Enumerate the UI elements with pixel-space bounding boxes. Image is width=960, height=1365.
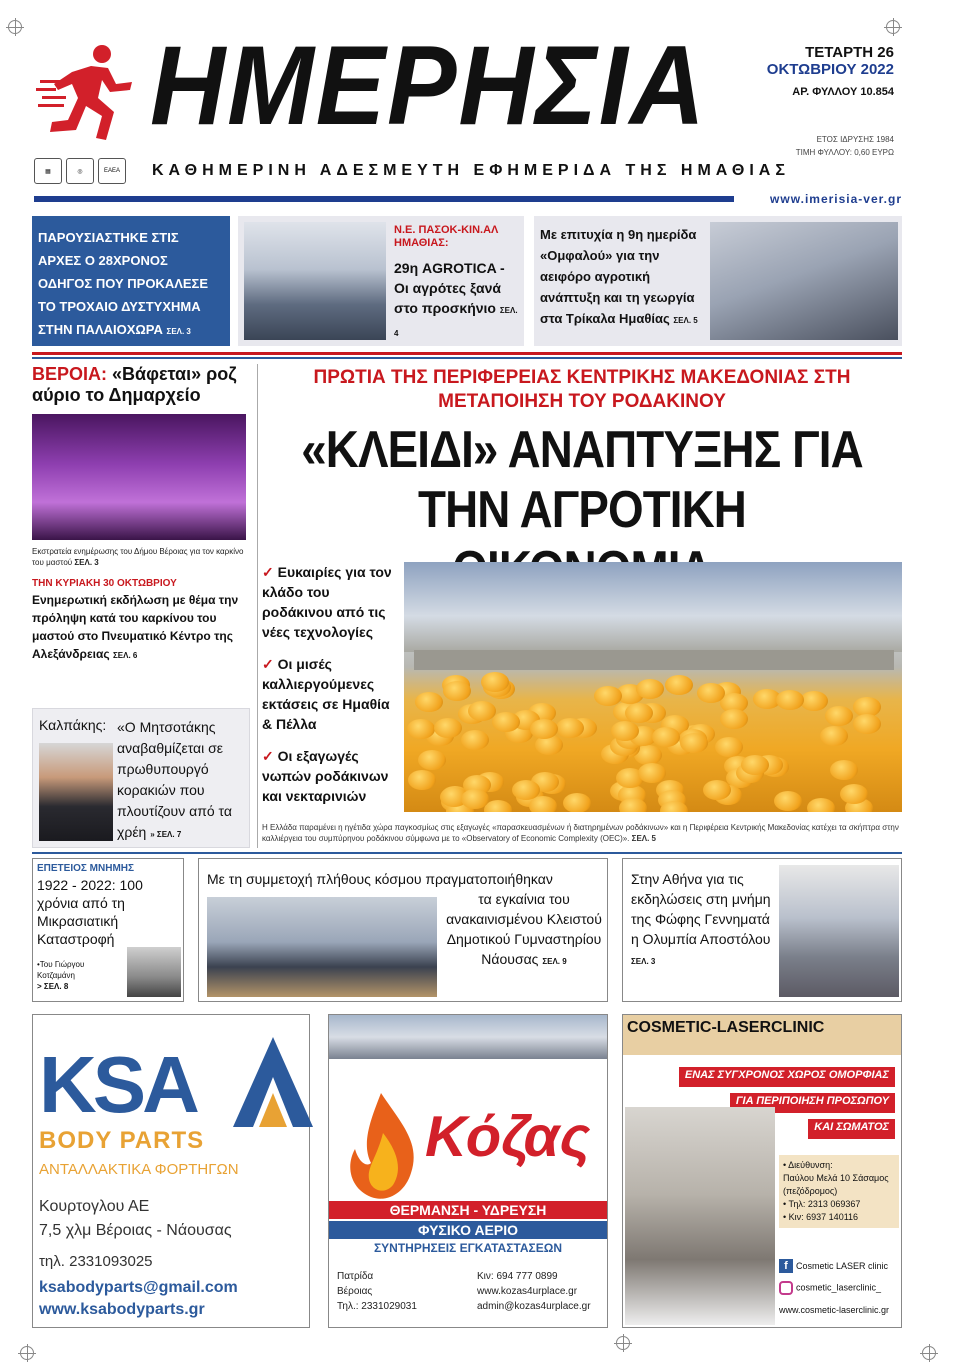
masthead-title: ΗΜΕΡΗΣΙΑ [150, 23, 707, 148]
group-photo [207, 897, 437, 997]
naousa-body: τα εγκαίνια του ανακαινισμένου Κλειστού Δημοτικού Γυμναστηρίου Νάουσας [446, 891, 602, 967]
kozas-phone: Τηλ.: 2331029031 [337, 1301, 417, 1312]
kozas-name: Κόζας [425, 1104, 591, 1169]
website-link[interactable]: www.imerisia-ver.gr [770, 192, 902, 206]
masthead-meta [796, 134, 894, 160]
mnimi-author [37, 959, 117, 992]
checkmark-icon: ✓ [262, 564, 278, 580]
peach-half [715, 737, 743, 757]
veroia-caption-text: Εκστρατεία ενημέρωσης του Δήμου Βέροιας για τον καρκίνο του μαστού [32, 547, 244, 567]
peach-half [492, 712, 520, 732]
registration-mark [8, 20, 22, 34]
peach-half [720, 709, 748, 729]
laser-facebook-text: Cosmetic LASER clinic [796, 1261, 889, 1271]
kozas-web[interactable]: www.kozas4urplace.gr [477, 1286, 578, 1297]
kozas-email[interactable]: admin@kozas4urplace.gr [477, 1301, 591, 1312]
peach-half [408, 770, 436, 790]
laser-band-2: ΓΙΑ ΠΕΡΙΠΟΙΗΣΗ ΠΡΟΣΩΠΟΥ [730, 1093, 895, 1113]
teaser-pasok-headline [394, 258, 520, 344]
instagram-icon [779, 1281, 793, 1295]
laser-title: COSMETIC-LASERCLINIC [623, 1015, 901, 1055]
peach-half [665, 675, 693, 695]
ksa-web[interactable]: www.ksabodyparts.gr [39, 1301, 205, 1318]
masthead-subtitle: ΚΑΘΗΜΕΡΙΝΗ ΑΔΕΣΜΕΥΤΗ ΕΦΗΜΕΡΙΔΑ ΤΗΣ ΗΜΑΘΙΑΣ [152, 162, 790, 179]
masthead-rule [34, 196, 734, 202]
page-ref: ΣΕΛ. 9 [542, 957, 567, 966]
registration-mark [20, 1346, 34, 1360]
peach-half [638, 763, 666, 783]
main-story-kicker: ΠΡΩΤΙΑ ΤΗΣ ΠΕΡΙΦΕΡΕΙΑΣ ΚΕΝΤΡΙΚΗΣ ΜΑΚΕΔΟΝΙΑΣ ΣΤΗ ΜΕΤΑΠΟΙΗΣΗ ΤΟΥ ΡΟΔΑΚΙΝΟΥ [313, 367, 851, 412]
laser-address-label: • Διεύθυνση: [783, 1160, 833, 1170]
ad-ksa[interactable] [32, 1014, 310, 1328]
peach-half [774, 791, 802, 811]
naousa-headline: Με τη συμμετοχή πλήθους κόσμου πραγματοποιήθηκαν [207, 871, 553, 887]
kozas-mobile: Κιν: 694 777 0899 [477, 1271, 558, 1282]
issue-date-box [767, 44, 894, 98]
ksa-parts-line: ΑΝΤΑΛΛΑΚΤΙΚΑ ΦΟΡΤΗΓΩΝ [39, 1161, 239, 1178]
ksa-phone: τηλ. 2331093025 [39, 1253, 153, 1270]
peach-half [563, 793, 591, 812]
section-rule [32, 357, 902, 359]
page-ref: ΣΕΛ. 3 [166, 327, 191, 336]
bullet-item [262, 562, 398, 642]
peach-half [840, 784, 868, 804]
certification-badge-icon: ▦ [34, 158, 62, 184]
section-rule [32, 352, 902, 355]
veroia-label: ΒΕΡΟΙΑ: [32, 364, 108, 384]
page-ref: ΣΕΛ. 5 [673, 316, 698, 325]
founded-year: ΕΤΟΣ ΙΔΡΥΣΗΣ 1984 [816, 135, 894, 144]
peach-half [407, 719, 435, 739]
page-ref: ΣΕΛ. 6 [112, 651, 138, 660]
peach-half [594, 686, 622, 706]
kozas-maintenance: ΣΥΝΤΗΡΗΣΕΙΣ ΕΓΚΑΤΑΣΤΑΣΕΩΝ [373, 1241, 563, 1255]
eaea-badge: ΕΑΕΑ [98, 158, 126, 184]
section-rule [32, 852, 902, 854]
peach-half [461, 730, 489, 750]
ad-laserclinic[interactable] [622, 1014, 902, 1328]
mnimi-author-text: •Του Γιώργου Κοτζαμάνη [37, 960, 85, 980]
bullet-item [262, 746, 398, 806]
registration-mark [922, 1346, 936, 1360]
bullet-text: Ευκαιρίες για τον κλάδο του ροδάκινου από τις νέες τεχνολογίες [262, 564, 392, 640]
teaser-pasok-kicker: Ν.Ε. ΠΑΣΟΚ-ΚΙΝ.ΑΛ ΗΜΑΘΙΑΣ: [394, 224, 499, 249]
factory-background [404, 562, 902, 652]
teaser-pasok[interactable] [238, 216, 524, 346]
veroia-headline[interactable] [32, 364, 250, 406]
peach-half [461, 789, 489, 809]
page-ref: ΣΕΛ. 4 [394, 306, 518, 338]
teaser-kalpakis[interactable] [32, 708, 250, 848]
main-story-caption-text: Η Ελλάδα παραμένει η ηγέτιδα χώρα παγκοσμίως στις εξαγωγές «παρασκευασμένων ή διατηρημένων ροδάκινων» και η Περιφέρεια Κεντρικής Μακεδονίας κατέχει τα σκήπτρα στην καλλιέργεια του συμπύρηνου ροδάκινου σύμφωνα με το «Observatory of Economic Complexity (OEC)». [262, 823, 899, 843]
peach-half [825, 706, 853, 726]
checkmark-icon: ✓ [262, 748, 278, 764]
ksa-address: 7,5 χλμ Βέροιας - Νάουσας [39, 1222, 232, 1239]
laser-facebook[interactable] [779, 1259, 888, 1273]
peach-half [741, 755, 769, 775]
runner-logo-icon [36, 40, 136, 150]
peach-half [434, 718, 462, 738]
left-column [32, 364, 250, 665]
teaser-omfalos[interactable] [534, 216, 902, 346]
certification-badge-icon: ◎ [66, 158, 94, 184]
laser-band-1: ΕΝΑΣ ΣΥΓΧΡΟΝΟΣ ΧΩΡΟΣ ΟΜΟΡΦΙΑΣ [679, 1067, 895, 1087]
ksa-contacts [39, 1277, 238, 1321]
laser-phone: • Τηλ: 2313 069367 [783, 1199, 861, 1209]
peach-half [820, 726, 848, 746]
peach-half [418, 750, 446, 770]
ksa-body-parts: BODY PARTS [39, 1127, 205, 1154]
main-story-bullets [262, 562, 398, 818]
kyriaki-headline-text: Ενημερωτική εκδήλωση με θέμα την πρόληψη κατά του καρκίνου του μαστού στο Πνευματικό Κέντρο της Αλεξάνδρειας [32, 593, 239, 661]
teaser-accident[interactable] [32, 216, 230, 346]
laser-info [779, 1155, 899, 1228]
laser-web[interactable]: www.cosmetic-laserclinic.gr [779, 1305, 890, 1315]
peach-half [625, 703, 653, 723]
registration-mark [616, 1336, 630, 1350]
peach-half [481, 672, 509, 692]
conveyor-rail [414, 650, 894, 670]
peach-half [443, 681, 471, 701]
conference-photo [244, 222, 386, 340]
building-photo [329, 1015, 607, 1059]
ksa-logo: KSA [39, 1040, 196, 1129]
veroia-caption [32, 546, 250, 568]
peach-half [807, 798, 835, 812]
ksa-company-name: Κουρτογλου ΑΕ [39, 1198, 150, 1215]
kozas-address-line: Πατρίδα [337, 1271, 374, 1282]
peach-half [556, 718, 584, 738]
peach-half [512, 780, 540, 800]
facebook-icon: f [779, 1259, 793, 1273]
teaser-athina[interactable] [622, 858, 902, 1002]
peach-half [652, 727, 680, 747]
kozas-heating: ΘΕΡΜΑΝΣΗ - ΥΔΡΕΥΣΗ [329, 1201, 607, 1219]
peach-half [680, 733, 708, 753]
column-divider [257, 364, 258, 848]
city-hall-photo [32, 414, 246, 540]
portrait-photo [39, 743, 113, 841]
kalpakis-quote [117, 717, 247, 845]
page-ref: » ΣΕΛ. 7 [150, 830, 182, 839]
kozas-address-line: Βέροιας [337, 1286, 373, 1297]
memorial-photo [779, 865, 899, 997]
peach-half [830, 760, 858, 780]
seminar-photo [710, 222, 898, 340]
author-photo [127, 947, 181, 997]
ksa-triangle-icon [233, 1037, 313, 1137]
kalpakis-lead: Καλπάκης: [39, 717, 107, 733]
mnimi-headline: 1922 - 2022: 100 χρόνια από τη Μικρασιατική Καταστροφή [37, 877, 143, 947]
athina-headline [631, 869, 781, 972]
certification-badges [34, 158, 126, 184]
laser-instagram-text: cosmetic_laserclinic_ [796, 1282, 882, 1293]
main-story-caption [262, 822, 902, 844]
naousa-text [443, 889, 605, 972]
issue-day: ΤΕΤΑΡΤΗ 26 [805, 44, 894, 61]
athina-text: Στην Αθήνα για τις εκδηλώσεις στη μνήμη της Φώφης Γεννηματά η Ολυμπία Αποστόλου [631, 871, 771, 947]
ksa-email[interactable]: ksabodyparts@gmail.com [39, 1279, 238, 1296]
teaser-omfalos-text: Με επιτυχία η 9η ημερίδα «Ομφαλού» για την αειφόρο αγροτική ανάπτυξη και τη γεωργία στα Τρίκαλα Ημαθίας [540, 227, 697, 326]
bullet-text: Οι εξαγωγές νωπών ροδάκινων και νεκταρινιών [262, 748, 389, 804]
peach-half [415, 692, 443, 712]
checkmark-icon: ✓ [262, 656, 278, 672]
veroia-headline-text: «Βάφεται» ροζ αύριο το Δημαρχείο [32, 364, 237, 405]
registration-mark [886, 20, 900, 34]
issue-month: ΟΚΤΩΒΡΙΟΥ 2022 [766, 61, 894, 78]
teaser-mnimi[interactable] [32, 858, 184, 1002]
teaser-omfalos-headline [540, 224, 710, 331]
kyriaki-kicker: ΤΗΝ ΚΥΡΙΑΚΗ 30 ΟΚΤΩΒΡΙΟΥ [32, 578, 177, 589]
peach-half [636, 679, 664, 699]
page-ref: ΣΕΛ. 5 [631, 834, 657, 843]
peach-processing-photo [404, 562, 902, 812]
laser-band-3: ΚΑΙ ΣΩΜΑΤΟΣ [808, 1119, 895, 1139]
ad-kozas[interactable] [328, 1014, 608, 1328]
teaser-accident-text: ΠΑΡΟΥΣΙΑΣΤΗΚΕ ΣΤΙΣ ΑΡΧΕΣ Ο 28ΧΡΟΝΟΣ ΟΔΗΓΟΣ ΠΟΥ ΠΡΟΚΑΛΕΣΕ ΤΟ ΤΡΟΧΑΙΟ ΔΥΣΤΥΧΗΜΑ ΣΤΗΝ ΠΑΛΑΙΟΧΩΡΑ [38, 230, 209, 337]
kalpakis-quote-text: «Ο Μητσοτάκης αναβαθμίζεται σε πρωθυπουργό κορακιών που πλουτίζουν από τα χρέη [117, 719, 232, 840]
mnimi-kicker: ΕΠΕΤΕΙΟΣ ΜΝΗΜΗΣ [37, 863, 135, 874]
peach-half [800, 691, 828, 711]
peach-half [697, 683, 725, 703]
bullet-text: Οι μισές καλλιεργούμενες εκτάσεις σε Ημαθία & Πέλλα [262, 656, 390, 732]
ksa-company [39, 1195, 232, 1243]
page-ref: ΣΕΛ. 3 [74, 558, 99, 567]
peach-half [703, 780, 731, 800]
peach-half [619, 798, 647, 812]
kozas-contacts [477, 1269, 591, 1314]
peach-half [853, 714, 881, 734]
flame-icon [341, 1093, 421, 1203]
kozas-address [337, 1269, 417, 1314]
teaser-naousa[interactable] [198, 858, 608, 1002]
peach-half [530, 719, 558, 739]
issue-number: ΑΡ. ΦΥΛΛΟΥ 10.854 [792, 86, 894, 98]
kozas-gas: ΦΥΣΙΚΟ ΑΕΡΙΟ [329, 1221, 607, 1239]
laser-address: Παύλου Μελά 10 Σάσαμος (πεζόδρομος) [783, 1173, 889, 1196]
laser-instagram[interactable] [779, 1281, 881, 1295]
kyriaki-headline[interactable] [32, 591, 250, 665]
treatment-photo [625, 1107, 775, 1325]
teaser-pasok-headline-text: 29η AGROTICA - Οι αγρότες ξανά στο προσκήνιο [394, 260, 505, 316]
bullet-item [262, 654, 398, 734]
laser-mobile: • Κιν: 6937 140116 [783, 1212, 859, 1222]
peach-half [776, 690, 804, 710]
page-ref: ΣΕΛ. 3 [631, 957, 656, 966]
main-story-headline[interactable]: «ΚΛΕΙΔΙ» ΑΝΑΠΤΥΞΗΣ ΓΙΑ ΤΗΝ ΑΓΡΟΤΙΚΗ [301, 421, 863, 539]
peach-half [611, 721, 639, 741]
page-ref: > ΣΕΛ. 8 [37, 982, 69, 991]
issue-price: ΤΙΜΗ ΦΥΛΛΟΥ: 0,60 ΕΥΡΩ [795, 147, 894, 157]
